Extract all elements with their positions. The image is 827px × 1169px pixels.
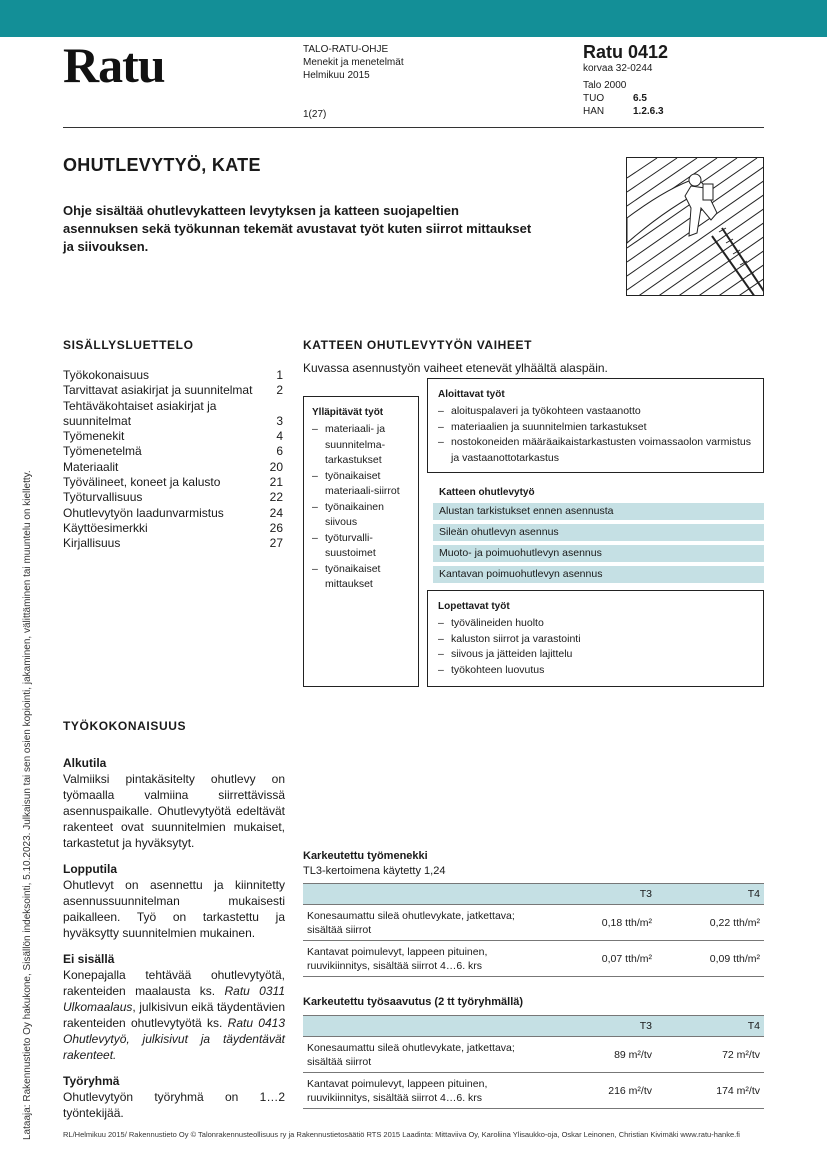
- lopputila-text: Ohutlevyt on asennettu ja kiinnitetty asennussuunnitelman mukaisesti paikalleen. Työ on tarkastettu ja hyväksytty suunnitelmien mukainen.: [63, 878, 285, 940]
- list-item: – työnaikaiset materiaali-siirrot: [312, 469, 410, 500]
- toc-heading: SISÄLLYSLUETTELO: [63, 338, 194, 352]
- phases-heading: KATTEEN OHUTLEVYTYÖN VAIHEET: [303, 338, 533, 352]
- start-works-list: [438, 404, 753, 466]
- header-code-block: [583, 42, 668, 118]
- table-header-cell: T3: [538, 1016, 656, 1037]
- table-cell: Kantavat poimulevyt, lappeen pituinen, ruuvikiinnitys, sisältää siirrot 4…6. krs: [303, 941, 538, 977]
- tuo-row: [583, 92, 668, 105]
- tyoryhma-title: Työryhmä: [63, 1074, 120, 1088]
- maintenance-title: Ylläpitävät työt: [312, 407, 384, 418]
- table-header-row: [303, 884, 764, 905]
- header-category: Menekit ja menetelmät: [303, 57, 404, 68]
- table-cell: 0,07 tth/m²: [538, 941, 656, 977]
- page-title: OHUTLEVYTYÖ, KATE: [63, 155, 261, 175]
- ei-sisalla-part: , julkisivun eikä täydentävien rakenteiden ohutlevytyötä ks.: [63, 1000, 285, 1030]
- header-divider: [63, 127, 764, 128]
- list-item: – työturvalli-suustoimet: [312, 531, 410, 562]
- table-cell: 216 m²/tv: [538, 1073, 656, 1109]
- han-row: [583, 105, 668, 118]
- side-notice: Lataaja: Rakennustieto Oy hakukone, Sisällön indeksointi, 5.10.2023. Julkaisun tai sen osien kopiointi, jakaminen, välittäminen tai muuntelu on kielletty.: [22, 470, 33, 1140]
- toc-item-label: Työturvallisuus: [63, 490, 143, 505]
- end-works-title: Lopettavat työt: [438, 601, 510, 612]
- list-item: – nostokoneiden määräaikaistarkastusten voimassaolon varmistus ja vastaanottotarkastus: [438, 435, 753, 466]
- ei-sisalla-text: [63, 967, 285, 1063]
- toc-item-page: 3: [276, 413, 283, 428]
- toc-item[interactable]: [63, 475, 283, 490]
- list-item: – siivous ja jätteiden lajittelu: [438, 647, 753, 663]
- roof-worker-icon: [627, 158, 764, 296]
- table-header-cell: T4: [656, 1016, 764, 1037]
- toc-item-label: Käyttöesimerkki: [63, 520, 148, 535]
- header-date: Helmikuu 2015: [303, 70, 370, 81]
- intro-text: Ohje sisältää ohutlevykatteen levytyksen ja katteen suojapeltien asennuksen sekä työkunnan tekemät avustavat työt kuten siirrot mittaukset ja siivouksen.: [63, 203, 532, 254]
- main-works-title: Katteen ohutlevytyö: [439, 487, 535, 498]
- toc-item-page: 22: [269, 490, 283, 505]
- toc-item-page: 27: [269, 536, 283, 551]
- table-row: [303, 1073, 764, 1109]
- toc-item-page: 6: [276, 444, 283, 459]
- toc-item-label: Tarvittavat asiakirjat ja suunnitelmat: [63, 383, 253, 398]
- tuo-value: 6.5: [633, 93, 647, 104]
- toc-item-page: 26: [269, 520, 283, 535]
- table-cell: 0,09 tth/m²: [656, 941, 764, 977]
- table-cell: 89 m²/tv: [538, 1037, 656, 1073]
- toc-item[interactable]: [63, 536, 283, 551]
- toc-item-page: 4: [276, 429, 283, 444]
- list-item: – työnaikainen siivous: [312, 500, 410, 531]
- toc-item[interactable]: [63, 521, 283, 536]
- table-header-cell: [303, 1016, 538, 1037]
- tyokokonaisuus-heading: TYÖKOKONAISUUS: [63, 719, 187, 733]
- start-works-title: Aloittavat työt: [438, 389, 505, 400]
- main-step-row: Kantavan poimuohutlevyn asennus: [433, 566, 764, 583]
- roofer-illustration: [626, 157, 764, 296]
- ratu-logo: Ratu: [63, 37, 165, 93]
- toc-item[interactable]: [63, 383, 283, 398]
- table-header-cell: T3: [538, 884, 656, 905]
- table1-caption: Karkeutettu työmenekki: [303, 850, 428, 862]
- ei-sisalla-part: Konepajalla tehtävää ohutlevytyötä, rakenteiden maalausta ks.: [63, 968, 285, 998]
- table-cell: Konesaumattu sileä ohutlevykate, jatkettava; sisältää siirrot: [303, 1037, 538, 1073]
- toc-item[interactable]: [63, 399, 283, 430]
- tuo-key: TUO: [583, 93, 605, 104]
- replaces-code: korvaa 32-0244: [583, 63, 653, 74]
- tyoryhma-text: Ohutlevytyön työryhmä on 1…2 työntekijää.: [63, 1090, 285, 1120]
- end-works-list: [438, 616, 753, 678]
- ratu-0413-reference: Ratu 0413 Ohutlevytyö, julkisivut ja täydentävät rakenteet.: [63, 1016, 285, 1062]
- tyokokonaisuus-body: [63, 755, 285, 1121]
- alkutila-text: Valmiiksi pintakäsitelty ohutlevy on työmaalla valmiina siirrettävissä asennuspaikalle. Ohutlevytyötä edeltävät rakenteet ovat suunnitelmien mukaiset, tarkastetut ja hyväksytyt.: [63, 772, 285, 850]
- header-series-block: [303, 43, 404, 82]
- document-code: Ratu 0412: [583, 42, 669, 62]
- table-cell: 174 m²/tv: [656, 1073, 764, 1109]
- main-step-row: Alustan tarkistukset ennen asennusta: [433, 503, 764, 520]
- table-header-cell: T4: [656, 884, 764, 905]
- ei-sisalla-title: Ei sisällä: [63, 952, 115, 966]
- table-of-contents: [63, 368, 283, 552]
- toc-item[interactable]: [63, 506, 283, 521]
- table1: [303, 883, 764, 977]
- alkutila-title: Alkutila: [63, 756, 107, 770]
- toc-item[interactable]: [63, 429, 283, 444]
- list-item: – materiaali- ja suunnitelma-tarkastukset: [312, 422, 410, 469]
- toc-item-page: 20: [269, 459, 283, 474]
- toc-item-label: Työkokonaisuus: [63, 368, 150, 382]
- list-item: – aloituspalaveri ja työkohteen vastaanotto: [438, 404, 753, 420]
- toc-item[interactable]: [63, 444, 283, 459]
- toc-item[interactable]: [63, 460, 283, 475]
- table-row: [303, 905, 764, 941]
- main-step-row: Sileän ohutlevyn asennus: [433, 524, 764, 541]
- toc-item-page: 1: [276, 368, 283, 382]
- toc-item[interactable]: [63, 368, 283, 383]
- table-row: [303, 1037, 764, 1073]
- table-header-row: [303, 1016, 764, 1037]
- main-step-row: Muoto- ja poimuohutlevyn asennus: [433, 545, 764, 562]
- list-item: – materiaalien ja suunnitelmien tarkastukset: [438, 420, 753, 436]
- page-footer: RL/Helmikuu 2015/ Rakennustieto Oy © Talonrakennusteollisuus ry ja Rakennustietosäätiö RTS 2015 Laadinta: Mittaviiva Oy, Karoliina Ylisaukko-oja, Oskar Leinonen, Christian Kivimäki www.ratu-hanke.fi: [63, 1130, 740, 1139]
- toc-item[interactable]: [63, 490, 283, 505]
- top-color-bar: [0, 0, 827, 37]
- header-series: TALO-RATU-OHJE: [303, 44, 389, 55]
- table-header-cell: [303, 884, 538, 905]
- table-cell: Konesaumattu sileä ohutlevykate, jatkettava; sisältää siirrot: [303, 905, 538, 941]
- lopputila-title: Lopputila: [63, 862, 117, 876]
- toc-item-label: Työmenekit: [63, 429, 125, 444]
- han-value: 1.2.6.3: [633, 106, 664, 117]
- start-works-box: [427, 378, 764, 473]
- list-item: – työkohteen luovutus: [438, 663, 753, 679]
- table-row: [303, 941, 764, 977]
- han-key: HAN: [583, 106, 605, 117]
- list-item: – työvälineiden huolto: [438, 616, 753, 632]
- table-cell: 0,18 tth/m²: [538, 905, 656, 941]
- list-item: – työnaikaiset mittaukset: [312, 562, 410, 593]
- table-cell: 0,22 tth/m²: [656, 905, 764, 941]
- list-item: – kaluston siirrot ja varastointi: [438, 632, 753, 648]
- toc-item-label: Ohutlevytyön laadunvarmistus: [63, 505, 224, 520]
- table2: [303, 1015, 764, 1109]
- toc-item-label: Tehtäväkohtaiset asiakirjat ja suunnitelmat: [63, 398, 217, 428]
- ratu-0311-reference: Ratu 0311 Ulkomaalaus: [63, 984, 285, 1014]
- toc-item-label: Työmenetelmä: [63, 444, 142, 459]
- table1-subcaption: TL3-kertoimena käytetty 1,24: [303, 865, 446, 877]
- talo-class: Talo 2000: [583, 80, 627, 91]
- maintenance-box: [303, 396, 419, 687]
- toc-item-label: Kirjallisuus: [63, 536, 121, 551]
- toc-item-label: Materiaalit: [63, 459, 119, 474]
- table2-caption: Karkeutettu työsaavutus (2 tt työryhmällä): [303, 996, 524, 1008]
- toc-item-page: 24: [269, 505, 283, 520]
- phases-subtitle: Kuvassa asennustyön vaiheet etenevät ylhäältä alaspäin.: [303, 361, 608, 375]
- header-page-number: 1(27): [303, 109, 327, 120]
- maintenance-list: [312, 422, 410, 593]
- toc-item-page: 21: [269, 475, 283, 490]
- toc-item-label: Työvälineet, koneet ja kalusto: [63, 475, 221, 490]
- toc-item-page: 2: [276, 383, 283, 398]
- end-works-box: [427, 590, 764, 687]
- table-cell: Kantavat poimulevyt, lappeen pituinen, ruuvikiinnitys, sisältää siirrot 4…6. krs: [303, 1073, 538, 1109]
- table-cell: 72 m²/tv: [656, 1037, 764, 1073]
